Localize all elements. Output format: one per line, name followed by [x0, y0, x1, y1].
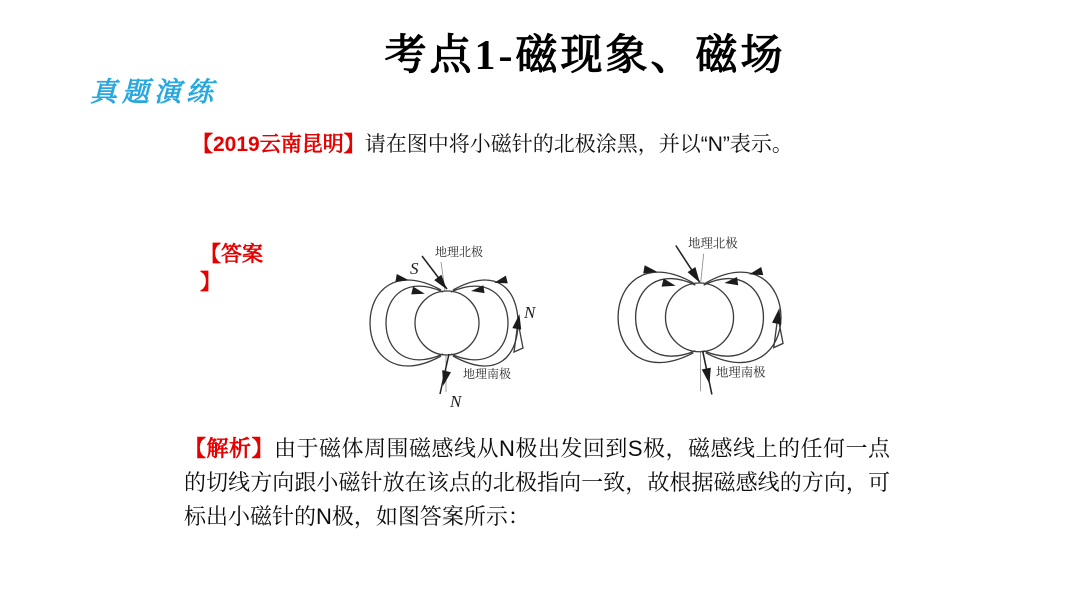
compass-needle-side: [772, 307, 784, 347]
earth-magnetic-field-diagram-question: [616, 233, 848, 408]
question-source-tag: 【2019云南昆明】: [192, 133, 365, 156]
geo-north-label: 地理北极: [688, 236, 738, 251]
geo-north-label: 地理北极: [435, 245, 484, 259]
geo-south-label: 地理南极: [716, 365, 766, 380]
section-label: 真题演练: [90, 77, 218, 107]
s-pole-label: S: [410, 259, 419, 278]
analysis-paragraph: [184, 432, 890, 534]
earth-circle: [665, 283, 733, 352]
compass-needle-bottom: [439, 354, 451, 394]
earth-magnetic-field-diagram-answer: [368, 242, 593, 410]
earth-circle: [415, 291, 479, 355]
analysis-text: 由于磁体周围磁感线从N极出发回到S极，磁感线上的任何一点的切线方向跟小磁针放在该点的北极指向一致，故根据磁感线的方向，可标出小磁针的N极，如图答案所示：: [184, 436, 890, 529]
page-title: 考点1-磁现象、磁场: [384, 33, 786, 79]
compass-needle-bottom: [702, 351, 714, 395]
analysis-tag: 【解析】: [184, 436, 274, 461]
question-line: [192, 131, 992, 159]
answer-label-line2: 】: [200, 271, 221, 294]
question-text: 请在图中将小磁针的北极涂黑，并以“N”表示。: [364, 133, 793, 156]
answer-label: [200, 241, 290, 297]
answer-label-line1: 【答案: [200, 243, 263, 266]
n-pole-side-label: N: [524, 303, 536, 322]
n-pole-bottom-label: N: [450, 392, 462, 410]
geo-south-label: 地理南极: [463, 367, 512, 381]
